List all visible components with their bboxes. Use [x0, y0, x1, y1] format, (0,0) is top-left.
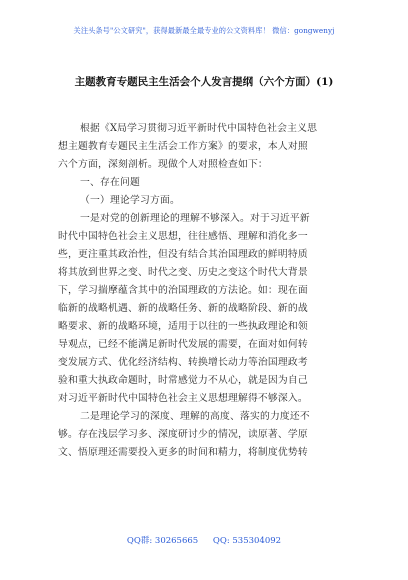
- paragraph-line: 略要求、新的战略环境，适用于以往的一些执政理论和领: [58, 321, 308, 332]
- header-banner: 关注头条号"公文研究"，获得最新最全最专业的公文资料库！ 微信：gongwenyj: [73, 26, 335, 35]
- paragraph-line: 根据《X局学习贯彻习近平新时代中国特色社会主义思: [80, 123, 318, 134]
- paragraph-line: 临新的战略机遇、新的战略任务、新的战略阶段、新的战: [58, 303, 308, 314]
- document-body: [58, 120, 354, 462]
- paragraph-line: 对习近平新时代中国特色社会主义思想理解得不够深入。: [58, 393, 308, 404]
- section-heading: 一、存在问题: [80, 177, 140, 188]
- paragraph-line: 将其放到世界之变、时代之变、历史之变这个时代大背景: [58, 267, 308, 278]
- paragraph-line: 想主题教育专题民主生活会工作方案》的要求，本人对照: [58, 141, 308, 152]
- paragraph-line: 验和重大执政命题时，时常感觉力不从心，就是因为自己: [58, 375, 308, 386]
- paragraph-line: 变发展方式、优化经济结构、转换增长动力等治国理政考: [58, 357, 308, 368]
- paragraph-line: 二是理论学习的深度、理解的高度、落实的力度还不: [80, 411, 310, 422]
- footer-qq: QQ: 535304092: [212, 536, 282, 546]
- footer-contact: [0, 534, 408, 546]
- subsection-heading: （一）理论学习方面。: [80, 195, 180, 206]
- paragraph-line: 时代中国特色社会主义思想，往往感悟、理解和消化多一: [58, 231, 308, 242]
- document-title: 主题教育专题民主生活会个人发言提纲（六个方面）(1): [74, 76, 334, 88]
- paragraph-line: 六个方面，深刻剖析。现做个人对照检查如下：: [58, 159, 268, 170]
- paragraph-line: 够。存在浅层学习多、深度研讨少的情况，读原著、学原: [58, 429, 308, 440]
- paragraph-line: 下，学习揣摩蕴含其中的治国理政的方法论。如：现在面: [58, 285, 308, 296]
- paragraph-line: 文、悟原理还需要投入更多的时间和精力，将制度优势转: [58, 447, 308, 458]
- paragraph-line: 一是对党的创新理论的理解不够深入。对于习近平新: [80, 213, 310, 224]
- paragraph-line: 些，更注重其政治性，但没有结合其治国理政的鲜明特质: [58, 249, 308, 260]
- paragraph-line: 导观点，已经不能满足新时代发展的需要，在面对如何转: [58, 339, 308, 350]
- footer-qq-group: QQ群: 30265665: [126, 536, 199, 546]
